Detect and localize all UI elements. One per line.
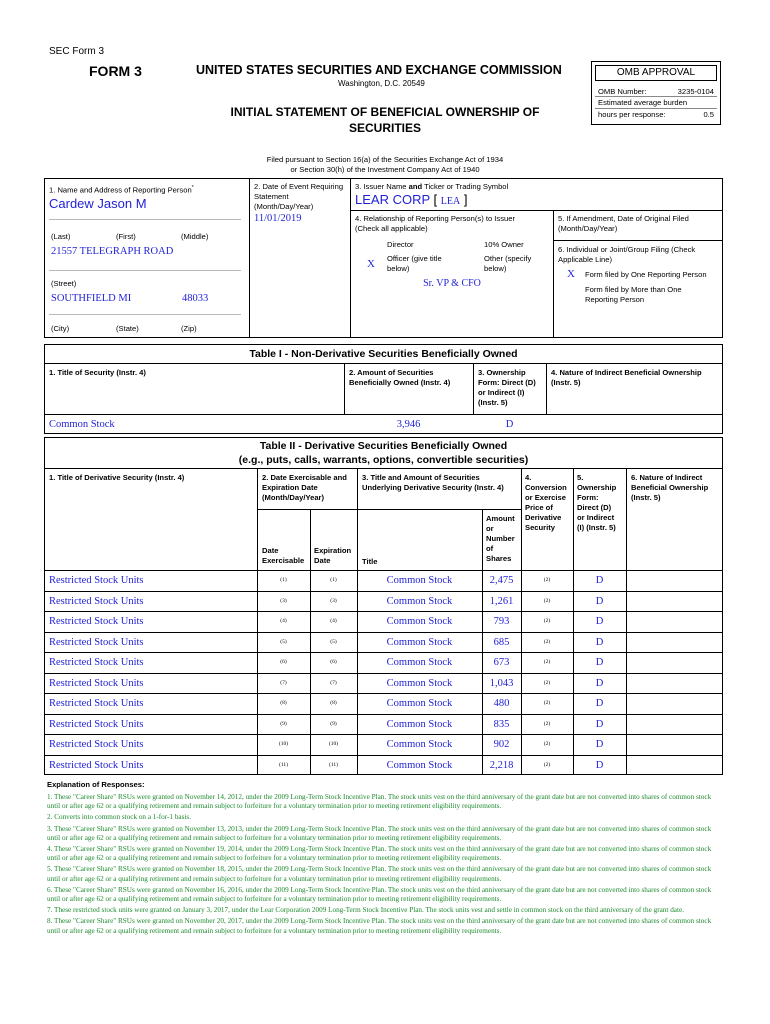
- middle-label: (Middle): [181, 232, 209, 241]
- t1-row-title: Common Stock: [49, 419, 115, 430]
- one-person-option: Form filed by One Reporting Person: [585, 270, 707, 279]
- box3-label: 3. Issuer Name and Ticker or Trading Symbol: [355, 182, 509, 191]
- t2-row-date-exercisable: (7): [280, 679, 287, 686]
- t2-row-title: Restricted Stock Units: [49, 677, 144, 689]
- t2-row-date-exercisable: (8): [280, 700, 287, 706]
- t2-row-price: (2): [543, 577, 551, 583]
- omb-hours-value: 0.5: [703, 110, 714, 119]
- filed-pursuant-1: Filed pursuant to Section 16(a) of the Securities Exchange Act of 1934: [266, 155, 504, 164]
- issuer-name: LEAR CORP: [355, 192, 430, 207]
- t2-row-expiration: (10): [328, 741, 339, 747]
- officer-option: Officer (give title below): [387, 254, 442, 273]
- t1-row-form: D: [505, 419, 514, 430]
- explanation-note: 7. These restricted stock units were granted on January 3, 2017, under the Lear Corporation 2009 Long-Term Stock Incentive Plan. The stock units vest and settle in common stock on the third anniversary of the grant date.: [47, 906, 684, 915]
- box2-label: 2. Date of Event Requiring Statement (Month/Day/Year): [254, 182, 344, 211]
- t2-row-expiration: (9): [330, 720, 337, 727]
- t2-col6-header: 6. Nature of Indirect Beneficial Ownership (Instr. 5): [631, 473, 709, 502]
- explanation-note: 6. These "Career Share" RSUs were granted on November 16, 2016, under the 2009 Long-Term Stock Incentive Plan. The stock units vest on the third anniversary of the grant date but are not converted into shares of common stock until or after age 62 or a qualifying retirement and remain subject to forfeiture for a voluntary termination prior to meeting retirement eligibility requirements.: [47, 885, 712, 904]
- state-label: (State): [116, 324, 139, 333]
- omb-number-label: OMB Number:: [598, 87, 647, 96]
- t2-row-shares: 480: [493, 698, 510, 709]
- city-value: SOUTHFIELD MI: [51, 293, 132, 304]
- director-option: Director: [387, 240, 414, 249]
- t2-row-price: (2): [543, 597, 551, 604]
- t2-col5-header: 5. Ownership Form: Direct (D) or Indirect (I) (Instr. 5): [577, 473, 617, 532]
- t2-row-price: (2): [543, 659, 551, 665]
- explanation-note: 1. These "Career Share" RSUs were granted on November 14, 2012, under the 2009 Long-Term Stock Incentive Plan. The stock units vest on the third anniversary of the grant date but are not converted into shares of common stock until or after age 62 or a qualifying retirement and remain subject to forfeiture for a voluntary termination prior to meeting retirement eligibility requirements.: [47, 793, 712, 811]
- t2-col1-header: 1. Title of Derivative Security (Instr. 4): [49, 473, 185, 482]
- explanation-note: 4. These "Career Share" RSUs were granted on November 19, 2014, under the 2009 Long-Term Stock Incentive Plan. The stock units vest on the third anniversary of the grant date but are not converted into shares of common stock until or after age 62 or a qualifying retirement and remain subject to forfeiture for a voluntary termination prior to meeting retirement eligibility requirements.: [47, 845, 712, 863]
- box1-label: 1. Name and Address of Reporting Person*: [49, 185, 194, 195]
- t2-row-title: Restricted Stock Units: [49, 636, 144, 648]
- t2-row-title: Restricted Stock Units: [49, 718, 144, 730]
- t2-col2-header: 2. Date Exercisable and Expiration Date (Month/Day/Year): [262, 473, 347, 502]
- other-option: Other (specify below): [484, 254, 532, 273]
- t2-row-price: (2): [543, 761, 551, 768]
- t2-row-underlying: Common Stock: [386, 636, 453, 648]
- t2-row-shares: 685: [493, 636, 510, 648]
- event-date: 11/01/2019: [254, 213, 302, 224]
- t2-row-date-exercisable: (9): [280, 720, 287, 727]
- t2-col3-header: 3. Title and Amount of Securities Underlying Derivative Security (Instr. 4): [362, 473, 504, 492]
- table-1-title: Table I - Non-Derivative Securities Beneficially Owned: [249, 348, 518, 360]
- t1-col1-header: 1. Title of Security (Instr. 4): [49, 368, 146, 377]
- t2-row-price: (2): [543, 679, 551, 686]
- t2-row-expiration: (1): [330, 577, 337, 583]
- t2-row-underlying: Common Stock: [386, 698, 453, 709]
- t2-row-form: D: [595, 698, 604, 709]
- box5-label: 5. If Amendment, Date of Original Filed (Month/Day/Year): [558, 214, 689, 233]
- t2-row-date-exercisable: (10): [278, 741, 289, 747]
- t2-sub-expiration: Expiration Date: [314, 546, 352, 565]
- omb-hours-label: hours per response:: [598, 110, 666, 119]
- statement-title-1: INITIAL STATEMENT OF BENEFICIAL OWNERSHIP OF: [230, 105, 540, 119]
- ticker-symbol: LEA: [440, 196, 461, 207]
- omb-burden-label: Estimated average burden: [598, 98, 688, 107]
- explanation-notes: [47, 793, 715, 938]
- t2-row-date-exercisable: (3): [280, 597, 287, 604]
- explanation-note: 2. Converts into common stock on a 1-for-1 basis.: [47, 813, 191, 822]
- t2-row-underlying: Common Stock: [386, 739, 453, 750]
- t2-row-underlying: Common Stock: [386, 595, 453, 607]
- t2-sub-date-exercisable: Date Exercisable: [262, 546, 305, 565]
- t2-row-expiration: (5): [330, 638, 337, 645]
- t1-col2-header: 2. Amount of Securities Beneficially Owned (Instr. 4): [349, 368, 451, 387]
- explanation-note: 8. These "Career Share" RSUs were granted on November 20, 2017, under the 2009 Long-Term Stock Incentive Plan. The stock units vest on the third anniversary of the grant date but are not converted into shares of common stock until or after age 62 or a qualifying retirement and remain subject to forfeiture for a voluntary termination prior to meeting retirement eligibility requirements.: [47, 917, 712, 935]
- one-person-checkmark: X: [567, 268, 575, 280]
- t2-row-shares: 2,218: [489, 759, 514, 771]
- t2-row-underlying: Common Stock: [386, 677, 453, 689]
- t2-row-price: (2): [543, 638, 551, 645]
- t2-row-title: Restricted Stock Units: [49, 698, 144, 709]
- officer-title: Sr. VP & CFO: [423, 278, 481, 289]
- omb-approval-box: [591, 61, 721, 125]
- t2-row-form: D: [595, 677, 604, 689]
- t2-row-expiration: (6): [330, 659, 337, 665]
- t2-row-underlying: Common Stock: [386, 657, 453, 668]
- t2-row-shares: 902: [493, 739, 510, 750]
- statement-title-2: SECURITIES: [348, 121, 421, 135]
- form-title: FORM 3: [89, 63, 142, 79]
- city-label: (City): [51, 324, 70, 333]
- t2-row-underlying: Common Stock: [386, 575, 453, 586]
- t2-row-title: Restricted Stock Units: [49, 595, 144, 607]
- t2-row-form: D: [595, 739, 604, 750]
- t2-row-title: Restricted Stock Units: [49, 616, 144, 627]
- t2-row-date-exercisable: (6): [280, 659, 287, 665]
- t2-row-price: (2): [543, 741, 551, 747]
- t2-row-date-exercisable: (5): [280, 638, 287, 645]
- explanation-title: Explanation of Responses:: [47, 780, 145, 789]
- t2-row-price: (2): [543, 700, 551, 706]
- explanation-note: 3. These "Career Share" RSUs were granted on November 13, 2013, under the 2009 Long-Term Stock Incentive Plan. The stock units vest on the third anniversary of the grant date but are not converted into shares of common stock until or after age 62 or a qualifying retirement and remain subject to forfeiture for a voluntary termination prior to meeting retirement eligibility requirements.: [47, 824, 712, 842]
- t2-row-title: Restricted Stock Units: [49, 759, 144, 771]
- commission-title: UNITED STATES SECURITIES AND EXCHANGE COMMISSION: [196, 63, 562, 77]
- t2-col4-header: 4. Conversion or Exercise Price of Derivative Security: [525, 473, 567, 532]
- street-label: (Street): [51, 279, 77, 288]
- table-2-title-2: (e.g., puts, calls, warrants, options, convertible securities): [238, 454, 529, 466]
- box6-label: 6. Individual or Joint/Group Filing (Check Applicable Line): [558, 245, 696, 264]
- t2-row-title: Restricted Stock Units: [49, 739, 144, 750]
- t2-row-form: D: [595, 575, 604, 586]
- t2-row-expiration: (3): [330, 597, 337, 604]
- t2-row-date-exercisable: (11): [279, 761, 288, 768]
- t2-row-form: D: [595, 616, 604, 627]
- t2-row-price: (2): [543, 618, 551, 624]
- t2-sub-amount: Amount or Number of Shares: [486, 514, 515, 563]
- omb-title: OMB APPROVAL: [616, 67, 696, 78]
- t2-row-underlying: Common Stock: [386, 718, 453, 730]
- t2-row-expiration: (8): [330, 700, 337, 706]
- sec-form-label: SEC Form 3: [49, 46, 105, 57]
- t2-row-form: D: [595, 636, 604, 648]
- zip-value: 48033: [182, 293, 209, 304]
- zip-label: (Zip): [181, 324, 197, 333]
- t2-row-expiration: (4): [330, 618, 337, 624]
- reporting-person-name: Cardew Jason M: [49, 196, 147, 211]
- t2-row-date-exercisable: (1): [280, 577, 287, 583]
- last-label: (Last): [51, 232, 71, 241]
- commission-location: Washington, D.C. 20549: [338, 79, 425, 88]
- t2-row-title: Restricted Stock Units: [49, 575, 144, 586]
- t2-row-shares: 793: [493, 616, 510, 627]
- t2-row-shares: 835: [493, 718, 510, 730]
- t2-row-shares: 1,043: [489, 677, 514, 689]
- t2-row-title: Restricted Stock Units: [49, 657, 144, 668]
- first-label: (First): [116, 232, 136, 241]
- t2-row-date-exercisable: (4): [280, 618, 287, 624]
- box4-label: 4. Relationship of Reporting Person(s) to Issuer (Check all applicable): [355, 214, 515, 233]
- multiple-persons-option: Form filed by More than One Reporting Person: [585, 285, 682, 304]
- t2-sub-title: Title: [362, 557, 378, 566]
- t2-row-form: D: [595, 595, 604, 607]
- t2-row-underlying: Common Stock: [386, 616, 453, 627]
- issuer-line: LEAR CORP [ LEA ]: [355, 192, 468, 207]
- table-2-title-1: Table II - Derivative Securities Beneficially Owned: [259, 440, 508, 452]
- t2-row-form: D: [595, 759, 604, 771]
- t2-row-expiration: (7): [330, 679, 337, 686]
- officer-checkmark: X: [367, 258, 375, 270]
- street-value: 21557 TELEGRAPH ROAD: [51, 246, 174, 257]
- t2-row-shares: 673: [493, 657, 510, 668]
- t2-row-price: (2): [543, 720, 551, 727]
- t2-row-expiration: (11): [329, 761, 338, 768]
- t2-row-form: D: [595, 657, 604, 668]
- t1-row-amount: 3,946: [396, 419, 421, 430]
- t2-row-form: D: [595, 718, 604, 730]
- t2-row-underlying: Common Stock: [386, 759, 453, 771]
- filed-pursuant-2: or Section 30(h) of the Investment Company Act of 1940: [290, 165, 480, 174]
- ten-percent-owner-option: 10% Owner: [484, 240, 524, 249]
- t1-col3-header: 3. Ownership Form: Direct (D) or Indirect (I) (Instr. 5): [478, 368, 536, 407]
- t1-col4-header: 4. Nature of Indirect Beneficial Ownership (Instr. 5): [551, 368, 702, 387]
- t2-row-shares: 1,261: [489, 595, 514, 607]
- t2-row-shares: 2,475: [489, 575, 514, 586]
- omb-number-value: 3235-0104: [677, 87, 714, 96]
- explanation-note: 5. These "Career Share" RSUs were granted on November 18, 2015, under the 2009 Long-Term Stock Incentive Plan. The stock units vest on the third anniversary of the grant date but are not converted into shares of common stock until or after age 62 or a qualifying retirement and remain subject to forfeiture for a voluntary termination prior to meeting retirement eligibility requirements.: [47, 865, 712, 883]
